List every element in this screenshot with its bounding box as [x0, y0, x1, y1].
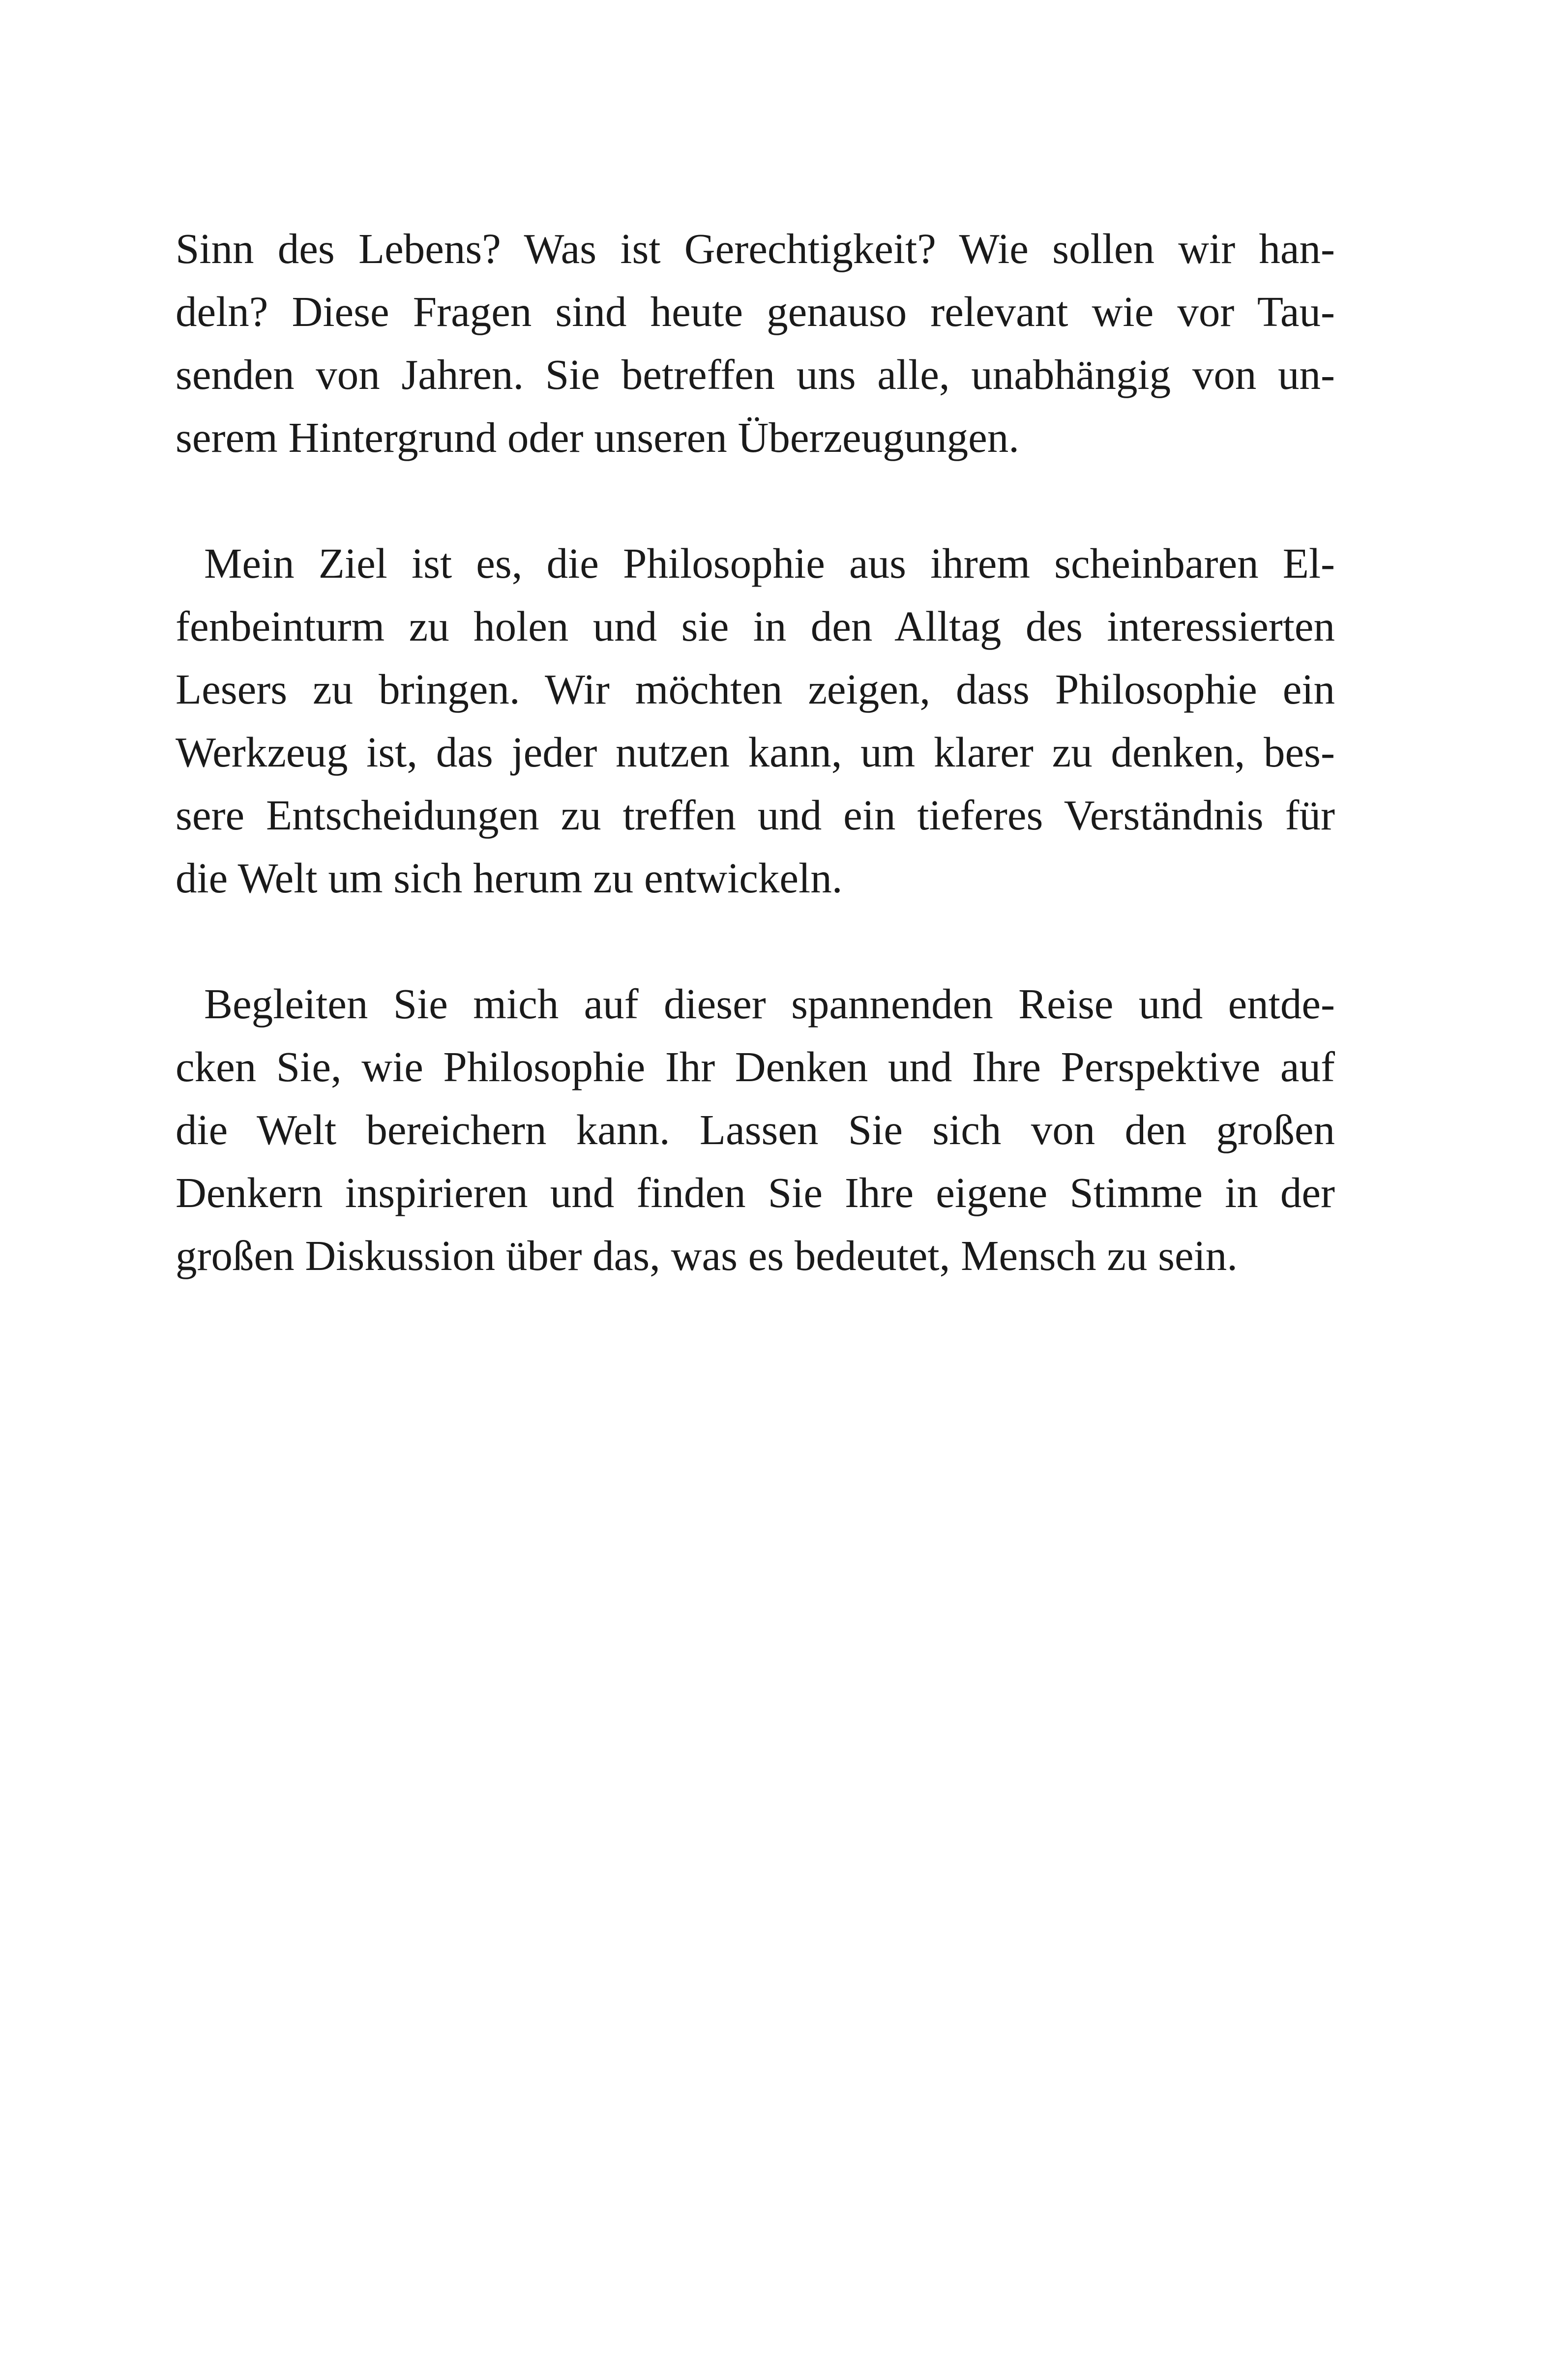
paragraph-1	[176, 217, 1335, 469]
text-line: cken Sie, wie Philosophie Ihr Denken und Ihre Perspektive auf	[176, 1043, 1335, 1091]
text-line: sere Entscheidungen zu treffen und ein tieferes Verständnis für	[176, 791, 1335, 839]
paragraph-gap	[176, 910, 1335, 973]
paragraph-2	[176, 532, 1335, 910]
text-line: die Welt um sich herum zu entwickeln.	[176, 854, 843, 902]
text-line: großen Diskussion über das, was es bedeutet, Mensch zu sein.	[176, 1232, 1238, 1279]
text-line: Lesers zu bringen. Wir möchten zeigen, dass Philosophie ein	[176, 665, 1335, 713]
paragraph-gap	[176, 469, 1335, 532]
text-line: Werkzeug ist, das jeder nutzen kann, um klarer zu denken, bes-	[176, 728, 1335, 776]
text-line: Denkern inspirieren und finden Sie Ihre eigene Stimme in der	[176, 1169, 1335, 1216]
text-line: Begleiten Sie mich auf dieser spannenden Reise und entde-	[204, 980, 1335, 1028]
text-line: serem Hintergrund oder unseren Überzeugungen.	[176, 413, 1020, 461]
text-line: deln? Diese Fragen sind heute genauso relevant wie vor Tau-	[176, 288, 1335, 335]
text-line: senden von Jahren. Sie betreffen uns alle, unabhängig von un-	[176, 351, 1335, 398]
text-line: Mein Ziel ist es, die Philosophie aus ihrem scheinbaren El-	[204, 539, 1335, 587]
body-text	[176, 217, 1335, 1287]
text-line: fenbeinturm zu holen und sie in den Alltag des interessierten	[176, 602, 1335, 650]
text-line: Sinn des Lebens? Was ist Gerechtigkeit? Wie sollen wir han-	[176, 225, 1335, 272]
paragraph-3	[176, 973, 1335, 1287]
text-line: die Welt bereichern kann. Lassen Sie sich von den großen	[176, 1106, 1335, 1153]
